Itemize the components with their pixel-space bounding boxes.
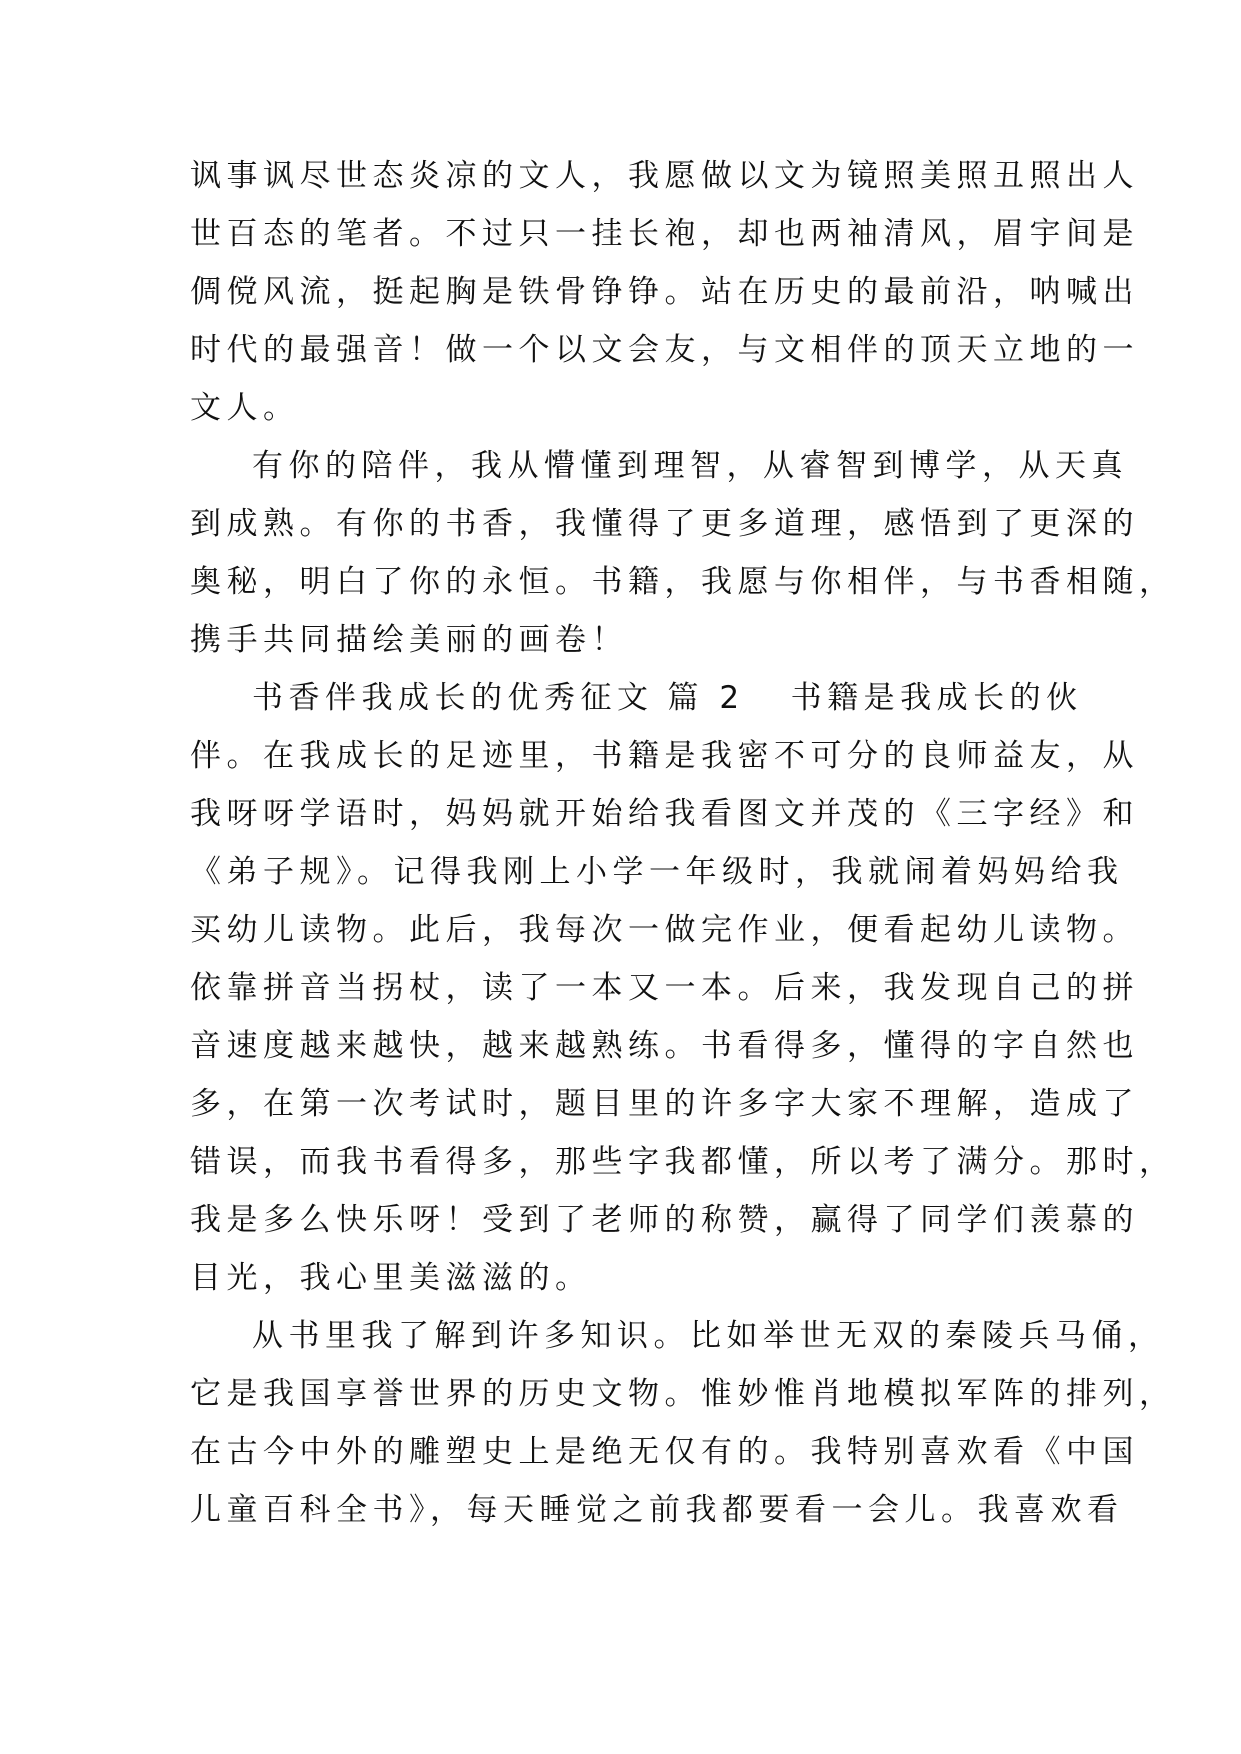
paragraph-line: 依靠拼音当拐杖，读了一本又一本。后来，我发现自己的拼: [190, 970, 1139, 1006]
paragraph-line: 有你的陪伴，我从懵懂到理智，从睿智到博学，从天真: [252, 448, 1128, 484]
section-part-label: 篇 2: [667, 680, 745, 716]
paragraph-line: 从书里我了解到许多知识。比如举世无双的秦陵兵马俑，: [252, 1318, 1165, 1354]
paragraph-line: 倜傥风流，挺起胸是铁骨铮铮。站在历史的最前沿，呐喊出: [190, 274, 1139, 310]
paragraph-line: 我呀呀学语时，妈妈就开始给我看图文并茂的《三字经》和: [190, 796, 1139, 832]
paragraph-line: 伴。在我成长的足迹里，书籍是我密不可分的良师益友，从: [190, 738, 1139, 774]
article-body: [190, 147, 1176, 1539]
paragraph-line: 在古今中外的雕塑史上是绝无仅有的。我特别喜欢看《中国: [190, 1434, 1139, 1470]
paragraph-line: 买幼儿读物。此后，我每次一做完作业，便看起幼儿读物。: [190, 912, 1139, 948]
section-title: 书香伴我成长的优秀征文: [252, 680, 654, 716]
paragraph-line: 儿童百科全书》，每天睡觉之前我都要看一会儿。我喜欢看: [190, 1492, 1124, 1528]
section-heading: [190, 669, 1083, 727]
paragraph-line: 携手共同描绘美丽的画卷！: [190, 622, 628, 658]
paragraph-line: 音速度越来越快，越来越熟练。书看得多，懂得的字自然也: [190, 1028, 1139, 1064]
paragraph-line: 时代的最强音！做一个以文会友，与文相伴的顶天立地的一: [190, 332, 1139, 368]
paragraph-line: 《弟子规》。记得我刚上小学一年级时，我就闹着妈妈给我: [190, 854, 1124, 890]
paragraph-line: 文人。: [190, 390, 300, 426]
paragraph-line: 世百态的笔者。不过只一挂长袍，却也两袖清风，眉宇间是: [190, 216, 1139, 252]
paragraph-line: 到成熟。有你的书香，我懂得了更多道理，感悟到了更深的: [190, 506, 1139, 542]
paragraph-line: 讽事讽尽世态炎凉的文人，我愿做以文为镜照美照丑照出人: [190, 158, 1139, 194]
paragraph-line: 它是我国享誉世界的历史文物。惟妙惟肖地模拟军阵的排列，: [190, 1376, 1176, 1412]
paragraph-line: 我是多么快乐呀！受到了老师的称赞，赢得了同学们羡慕的: [190, 1202, 1139, 1238]
paragraph-line: 错误，而我书看得多，那些字我都懂，所以考了满分。那时，: [190, 1144, 1176, 1180]
paragraph-line: 奥秘，明白了你的永恒。书籍，我愿与你相伴，与书香相随，: [190, 564, 1176, 600]
paragraph-line: 目光，我心里美滋滋的。: [190, 1260, 592, 1296]
paragraph-line: 多，在第一次考试时，题目里的许多字大家不理解，造成了: [190, 1086, 1139, 1122]
paragraph-start: 书籍是我成长的伙: [790, 680, 1083, 716]
